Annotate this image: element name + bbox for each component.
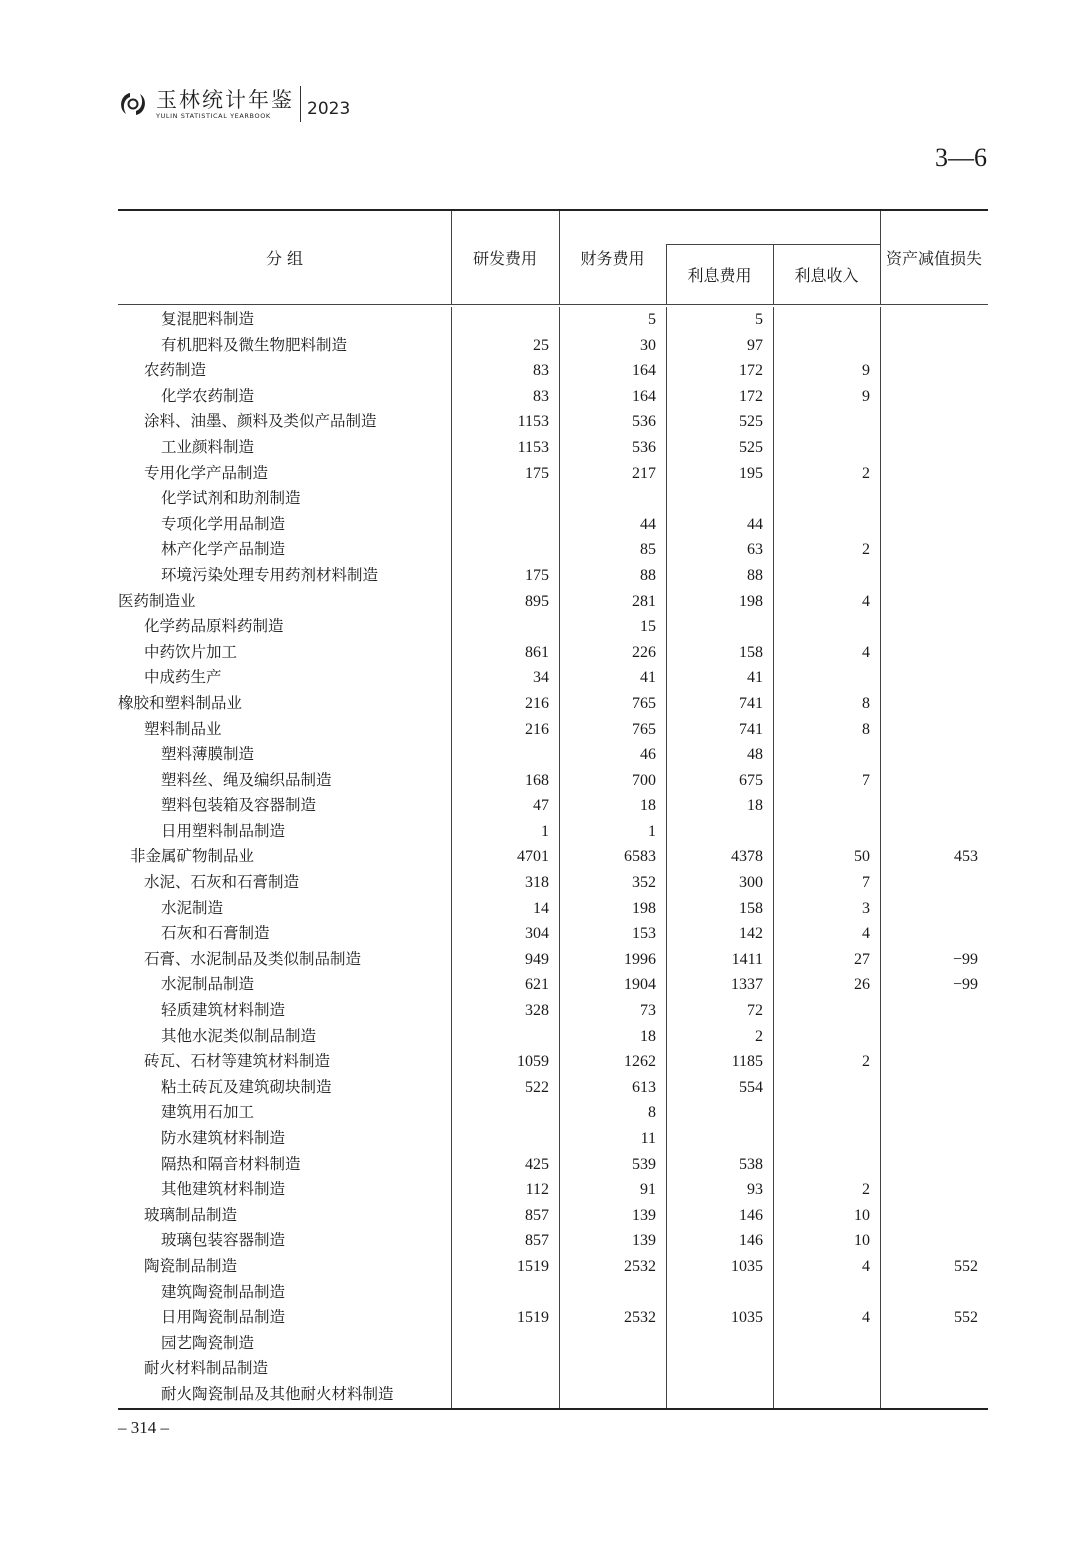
cell-rd: 1153 [517,413,549,431]
cell-fin: 8 [648,1104,656,1122]
table-row [118,512,988,538]
table-row [118,998,988,1024]
row-label: 有机肥料及微生物肥料制造 [161,335,348,354]
table-header [118,209,988,305]
cell-fin: 2532 [624,1309,656,1327]
row-label: 工业颜料制造 [161,437,255,456]
cell-imp: 552 [954,1257,978,1275]
row-label: 医药制造业 [118,591,196,610]
cell-fin: 88 [640,566,656,584]
cell-iinc: 7 [862,874,870,892]
cell-rd: 47 [533,797,549,815]
cell-fin: 1 [648,822,656,840]
table-row [118,1075,988,1101]
table-row [118,870,988,896]
row-label: 化学农药制造 [161,386,255,405]
table-row [118,1280,988,1306]
table-row [118,358,988,384]
row-label: 日用塑料制品制造 [161,821,286,840]
cell-iexp: 195 [739,464,763,482]
cell-iinc: 4 [862,925,870,943]
table-row [118,1305,988,1331]
cell-iinc: 8 [862,694,870,712]
table-row [118,793,988,819]
table-row [118,1100,988,1126]
cell-iexp: 63 [747,541,763,559]
cell-fin: 352 [632,874,656,892]
cell-iinc: 2 [862,541,870,559]
cell-iinc: 7 [862,771,870,789]
table-row [118,307,988,333]
cell-iexp: 1035 [731,1257,763,1275]
row-label: 园艺陶瓷制造 [161,1333,255,1352]
row-label: 粘土砖瓦及建筑砌块制造 [161,1077,332,1096]
col-header-impairment: 资产减值损失 [885,249,982,268]
row-label: 其他水泥类似制品制造 [161,1026,317,1045]
table-row [118,614,988,640]
cell-iinc: 8 [862,720,870,738]
cell-imp: 453 [954,848,978,866]
cell-fin: 11 [640,1130,656,1147]
table-row [118,1024,988,1050]
table-row [118,921,988,947]
cell-fin: 18 [640,1027,656,1045]
table-row [118,563,988,589]
cell-fin: 226 [632,643,656,661]
row-label: 耐火陶瓷制品及其他耐火材料制造 [161,1384,394,1403]
row-label: 中成药生产 [144,668,222,687]
cell-iexp: 525 [739,413,763,431]
table-row [118,896,988,922]
cell-fin: 281 [632,592,656,610]
table-row [118,742,988,768]
row-label: 涂料、油墨、颜料及类似产品制造 [144,412,377,431]
cell-rd: 216 [525,720,549,738]
row-label: 石膏、水泥制品及类似制品制造 [144,949,362,968]
table-row [118,844,988,870]
cell-rd: 857 [525,1206,549,1224]
col-header-group: 分 组 [265,249,304,268]
cell-iexp: 1337 [731,976,763,994]
cell-iinc: 10 [854,1206,870,1224]
row-label: 塑料薄膜制造 [161,745,255,764]
cell-iexp: 172 [739,387,763,405]
cell-iinc: 10 [854,1232,870,1250]
cell-imp: 552 [954,1309,978,1327]
yearbook-header [116,84,350,124]
cell-fin: 15 [640,618,656,636]
row-label: 砖瓦、石材等建筑材料制造 [144,1052,331,1071]
cell-fin: 1904 [624,976,656,994]
cell-fin: 2532 [624,1257,656,1275]
row-label: 玻璃包装容器制造 [161,1231,286,1250]
cell-iexp: 72 [747,1002,763,1020]
table-row [118,768,988,794]
cell-iexp: 198 [739,592,763,610]
cell-fin: 536 [632,438,656,456]
cell-iinc: 4 [862,1257,870,1275]
row-label: 塑料丝、绳及编织品制造 [161,770,332,789]
cell-rd: 83 [533,387,549,405]
cell-fin: 44 [640,515,656,533]
cell-iexp: 4378 [731,848,763,866]
row-label: 建筑用石加工 [161,1103,255,1122]
cell-iexp: 48 [747,746,763,764]
cell-rd: 621 [525,976,549,994]
cell-rd: 1153 [517,438,549,456]
cell-iinc: 2 [862,1053,870,1071]
yearbook-year: 2023 [307,99,351,119]
cell-iexp: 741 [739,720,763,738]
row-label: 复混肥料制造 [161,310,255,328]
col-header-rd: 研发费用 [472,249,537,268]
table-row [118,1203,988,1229]
cell-fin: 217 [632,464,656,482]
table-row [118,665,988,691]
cell-iexp: 93 [747,1181,763,1199]
cell-iexp: 525 [739,438,763,456]
cell-iexp: 675 [739,771,763,789]
cell-fin: 6583 [624,848,656,866]
row-label: 日用陶瓷制品制造 [161,1308,286,1327]
cell-rd: 14 [533,899,549,917]
cell-rd: 1 [541,822,549,840]
yearbook-title-block [156,86,301,122]
cell-fin: 765 [632,720,656,738]
table-body [118,307,988,1410]
cell-fin: 5 [648,311,656,328]
cell-fin: 30 [640,336,656,354]
row-label: 塑料制品业 [144,719,222,738]
cell-fin: 85 [640,541,656,559]
cell-fin: 198 [632,899,656,917]
cell-iexp: 158 [739,899,763,917]
table-row [118,384,988,410]
cell-iexp: 97 [747,336,763,354]
cell-rd: 328 [525,1002,549,1020]
cell-iinc: 2 [862,1181,870,1199]
cell-rd: 1059 [517,1053,549,1071]
row-label: 建筑陶瓷制品制造 [161,1282,286,1301]
table-row [118,972,988,998]
cell-rd: 216 [525,694,549,712]
col-header-interest-income: 利息收入 [794,265,859,285]
row-label: 中药饮片加工 [144,642,238,661]
table-code: 3—6 [935,143,987,172]
table-row [118,435,988,461]
table-row [118,486,988,512]
table-row [118,537,988,563]
row-label: 林产化学产品制造 [161,540,286,559]
cell-rd: 949 [525,950,549,968]
cell-rd: 168 [525,771,549,789]
cell-iinc: 4 [862,592,870,610]
cell-rd: 861 [525,643,549,661]
cell-fin: 41 [640,669,656,687]
cell-iexp: 2 [755,1027,763,1045]
table-row [118,1228,988,1254]
cell-rd: 25 [533,336,549,354]
table-row [118,1152,988,1178]
cell-iinc: 2 [862,464,870,482]
cell-iexp: 538 [739,1155,763,1173]
yearbook-logo-icon [116,89,150,119]
row-label: 轻质建筑材料制造 [161,1001,286,1020]
cell-fin: 164 [632,387,656,405]
table-row [118,1049,988,1075]
cell-fin: 536 [632,413,656,431]
cell-rd: 304 [525,925,549,943]
cell-imp: −99 [952,950,978,968]
table-row [118,819,988,845]
cell-iexp: 1411 [731,950,763,968]
cell-iexp: 5 [755,311,763,328]
cell-iinc: 9 [862,387,870,405]
row-label: 化学试剂和助剂制造 [161,489,301,508]
cell-rd: 857 [525,1232,549,1250]
row-label: 防水建筑材料制造 [161,1129,286,1147]
cell-fin: 1996 [624,950,656,968]
cell-rd: 425 [525,1155,549,1173]
cell-rd: 83 [533,362,549,380]
cell-fin: 18 [640,797,656,815]
row-label: 水泥制造 [161,898,224,917]
cell-fin: 139 [632,1206,656,1224]
cell-rd: 4701 [517,848,549,866]
cell-iinc: 4 [862,1309,870,1327]
table-row [118,409,988,435]
cell-fin: 46 [640,746,656,764]
cell-iexp: 741 [739,694,763,712]
table-row [118,1331,988,1357]
cell-iinc: 4 [862,643,870,661]
cell-rd: 175 [525,464,549,482]
table-row [118,333,988,359]
table-row [118,1126,988,1152]
row-label: 玻璃制品制造 [144,1205,238,1224]
cell-rd: 34 [533,669,549,687]
cell-fin: 73 [640,1002,656,1020]
row-label: 橡胶和塑料制品业 [118,693,243,712]
table-row [118,1254,988,1280]
row-label: 环境污染处理专用药剂材料制造 [161,565,379,584]
cell-iexp: 142 [739,925,763,943]
cell-iinc: 3 [862,899,870,917]
data-table [118,209,988,1410]
cell-fin: 613 [632,1078,656,1096]
row-label: 专项化学用品制造 [161,514,286,533]
row-label: 陶瓷制品制造 [144,1256,238,1275]
row-label: 隔热和隔音材料制造 [161,1154,301,1173]
yearbook-title-cn: 玉林统计年鉴 [156,87,294,112]
cell-iexp: 1185 [731,1053,763,1071]
cell-iexp: 44 [747,515,763,533]
cell-imp: −99 [952,976,978,994]
cell-fin: 153 [632,925,656,943]
cell-iexp: 146 [739,1206,763,1224]
col-header-interest-expense: 利息费用 [687,265,752,285]
cell-iexp: 88 [747,566,763,584]
cell-iexp: 172 [739,362,763,380]
cell-rd: 175 [525,566,549,584]
cell-rd: 1519 [517,1309,549,1327]
row-label: 农药制造 [144,361,207,380]
table-row [118,691,988,717]
cell-fin: 139 [632,1232,656,1250]
cell-iexp: 554 [739,1078,763,1096]
cell-iinc: 27 [854,950,870,968]
table-row [118,1382,988,1408]
table-row [118,1356,988,1382]
table-row [118,589,988,615]
yearbook-title-en: YULIN STATISTICAL YEARBOOK [156,111,271,120]
table-row [118,947,988,973]
row-label: 耐火材料制品制造 [144,1359,269,1378]
table-row [118,640,988,666]
cell-iexp: 158 [739,643,763,661]
cell-fin: 91 [640,1181,656,1199]
cell-iexp: 41 [747,669,763,687]
table-row [118,1177,988,1203]
cell-iinc: 26 [854,976,870,994]
row-label: 石灰和石膏制造 [161,924,270,943]
cell-rd: 318 [525,874,549,892]
page-number: – 314 – [118,1418,169,1437]
cell-fin: 765 [632,694,656,712]
cell-rd: 522 [525,1078,549,1096]
cell-fin: 700 [632,771,656,789]
cell-iexp: 18 [747,797,763,815]
table-row [118,717,988,743]
row-label: 其他建筑材料制造 [161,1180,286,1199]
row-label: 专用化学产品制造 [144,463,269,482]
col-header-finance: 财务费用 [580,249,645,268]
cell-iexp: 146 [739,1232,763,1250]
cell-rd: 1519 [517,1257,549,1275]
cell-iinc: 9 [862,362,870,380]
cell-iexp: 1035 [731,1309,763,1327]
cell-fin: 164 [632,362,656,380]
row-label: 化学药品原料药制造 [144,617,284,636]
row-label: 非金属矿物制品业 [130,847,255,866]
row-label: 水泥、石灰和石膏制造 [144,873,300,892]
cell-rd: 895 [525,592,549,610]
cell-fin: 1262 [624,1053,656,1071]
cell-iexp: 300 [739,874,763,892]
table-row [118,461,988,487]
cell-iinc: 50 [854,848,870,866]
row-label: 塑料包装箱及容器制造 [161,796,317,815]
cell-fin: 539 [632,1155,656,1173]
row-label: 水泥制品制造 [161,975,255,994]
cell-rd: 112 [525,1181,549,1199]
